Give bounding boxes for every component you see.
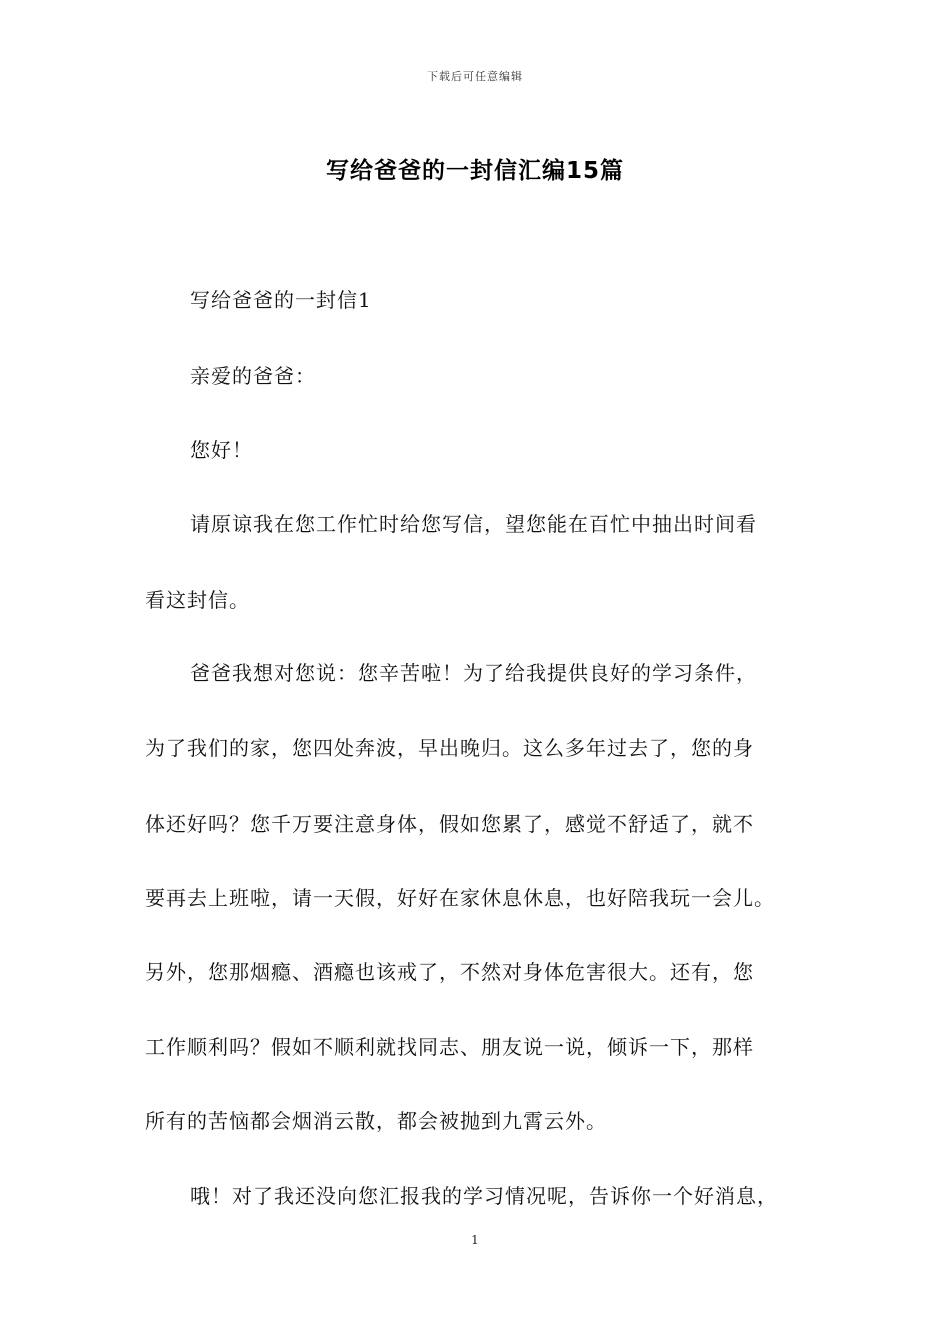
page-number: 1 <box>471 1233 479 1247</box>
body-line: 为了我们的家，您四处奔波，早出晚归。这么多年过去了，您的身 <box>145 736 754 760</box>
body-line: 所有的苦恼都会烟消云散，都会被抛到九霄云外。 <box>145 1109 607 1133</box>
body-line: 工作顺利吗？假如不顺利就找同志、朋友说一说，倾诉一下，那样 <box>145 1035 754 1059</box>
document-title: 写给爸爸的一封信汇编15篇 <box>325 158 624 184</box>
body-line-greeting: 您好！ <box>190 438 253 462</box>
body-line-salutation: 亲爱的爸爸： <box>190 364 316 388</box>
body-line: 看这封信。 <box>145 588 250 612</box>
body-line: 要再去上班啦，请一天假，好好在家休息休息，也好陪我玩一会儿。 <box>145 886 775 910</box>
body-line: 另外，您那烟瘾、酒瘾也该戒了，不然对身体危害很大。还有，您 <box>145 960 754 984</box>
body-line: 爸爸我想对您说：您辛苦啦！为了给我提供良好的学习条件， <box>190 661 757 685</box>
body-line: 请原谅我在您工作忙时给您写信，望您能在百忙中抽出时间看 <box>190 512 757 536</box>
body-line: 哦！对了我还没向您汇报我的学习情况呢，告诉你一个好消息， <box>190 1184 778 1208</box>
body-line: 体还好吗？您千万要注意身体，假如您累了，感觉不舒适了，就不 <box>145 812 754 836</box>
header-note: 下载后可任意编辑 <box>427 70 523 83</box>
body-line-letter-heading: 写给爸爸的一封信1 <box>190 288 372 312</box>
